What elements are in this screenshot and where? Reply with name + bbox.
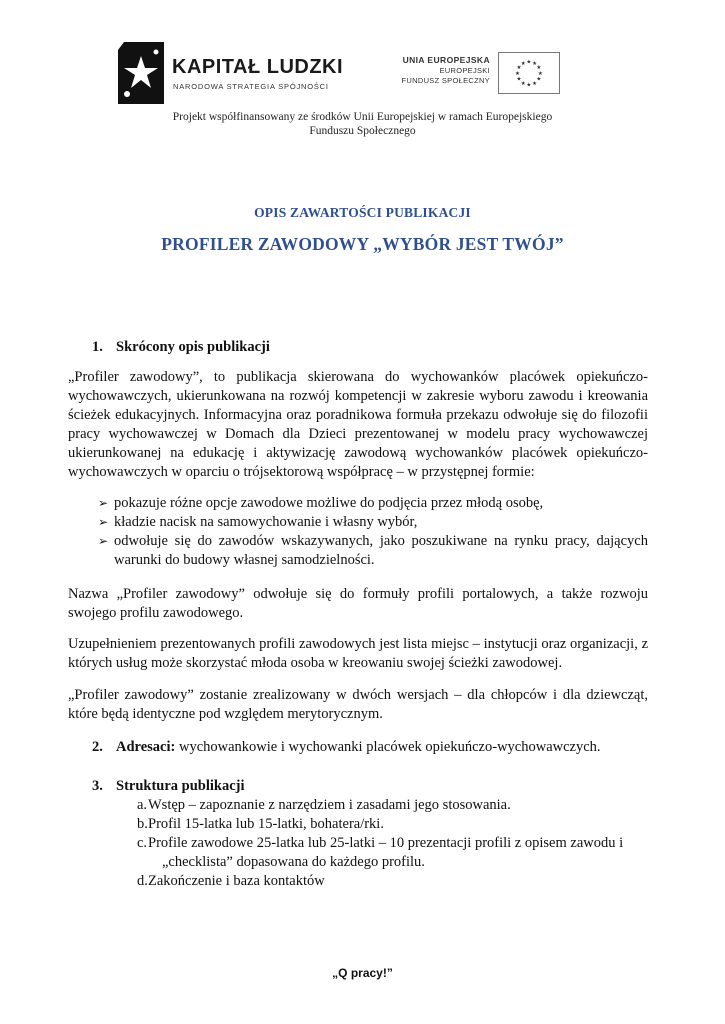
list-letter: b. [137,816,148,832]
eu-star-icon: ★ [520,80,526,87]
list-letter: d. [137,873,148,889]
arrowhead-bullet-icon: ➢ [98,534,109,548]
list-item [137,796,648,815]
arrowhead-bullet-icon: ➢ [98,496,109,510]
eu-logo [392,52,572,100]
kapital-ludzki-subtitle: NARODOWA STRATEGIA SPÓJNOŚCI [173,82,329,91]
section2-heading: Adresaci: [116,739,176,755]
page-footer: „Q pracy!” [332,966,393,980]
eu-star-icon: ★ [516,76,522,83]
cofinancing-note [0,110,725,138]
bullet-text: pokazuje różne opcje zawodowe możliwe do podjęcia przez młodą osobę, [114,495,544,511]
kapital-ludzki-emblem-icon [118,42,164,104]
eu-fund-line1: EUROPEJSKI [439,66,490,75]
section3-heading [92,777,672,796]
section1-paragraph4: „Profiler zawodowy” zostanie zrealizowany w dwóch wersjach – dla chłopców i dla dziewcząt, które będą identyczne pod względem merytorycznym. [68,687,648,722]
section1-heading-text: Skrócony opis publikacji [116,339,270,355]
eu-star-icon: ★ [520,61,526,68]
list-item [98,532,648,570]
eu-title: UNIA EUROPEJSKA [402,55,490,65]
section1-paragraph3: Uzupełnieniem prezentowanych profili zawodowych jest lista miejsc – instytucji oraz organizacji, z których usług może skorzystać młoda osoba w kreowaniu swojej ścieżki zawodowej. [68,636,648,671]
eu-star-icon: ★ [532,61,538,68]
section2-number: 2. [92,739,103,755]
section1-paragraph2: Nazwa „Profiler zawodowy” odwołuje się do formuły profili portalowych, a także rozwoju swojego profilu zawodowego. [68,586,648,621]
eu-star-icon: ★ [516,65,522,72]
section1-heading [92,338,672,357]
eu-logo-text [402,54,490,86]
eu-star-icon: ★ [536,76,542,83]
section3-structure-list [137,796,648,891]
kapital-ludzki-title: KAPITAŁ LUDZKI [172,56,344,78]
eu-fund-line2: FUNDUSZ SPOŁECZNY [401,76,490,85]
list-item-text: Zakończenie i baza kontaktów [148,873,325,889]
eu-star-icon: ★ [537,70,543,77]
eu-star-icon: ★ [536,65,542,72]
list-item [98,494,648,513]
bullet-text: kładzie nacisk na samowychowanie i własny wybór, [114,514,418,530]
eu-star-icon: ★ [526,82,532,89]
section2 [92,738,652,757]
publication-title: PROFILER ZAWODOWY „WYBÓR JEST TWÓJ” [161,234,564,254]
eu-star-icon: ★ [532,80,538,87]
arrowhead-bullet-icon: ➢ [98,515,109,529]
eu-star-icon: ★ [526,59,532,66]
list-item [137,872,648,891]
kapital-ludzki-logo [118,42,378,104]
list-item [137,815,648,834]
list-item-continuation: „checklista” dopasowana do każdego profilu. [162,854,425,870]
list-item [98,513,648,532]
section1-paragraph: „Profiler zawodowy”, to publikacja skierowana do wychowanków placówek opiekuńczo-wychowawczych, ukierunkowana na rozwój kompetencji w zakresie wyboru zawodu i kreowania ścieżek edukacyjnych. Informacyjna oraz poradnikowa formuła przekazu odwołuje się do filozofii pracy wychowawczej w Domach dla Dzieci prezentowanej w modelu pracy wychowawczej ukierunkowanej na edukację i aktywizację zawodową wychowanków placówek opiekuńczo-wychowawczych w oparciu o trójsektorową współpracę – w przystępnej formie: [68,369,648,480]
list-item-text: Profile zawodowe 25-latka lub 25-latki – 10 prezentacji profili z opisem zawodu i [148,835,624,851]
bullet-text: odwołuje się do zawodów wskazywanych, jako poszukiwane na rynku pracy, dających warunki do budowy własnej samodzielności. [114,533,648,568]
list-item-text: Profil 15-latka lub 15-latki, bohatera/rki. [148,816,384,832]
cofinancing-line1: Projekt współfinansowany ze środków Unii Europejskiej w ramach Europejskiego [172,111,553,123]
section1-bullet-list [98,494,648,570]
section3-number: 3. [92,778,103,794]
section1-number: 1. [92,339,103,355]
eu-star-icon: ★ [515,70,521,77]
section3-heading-text: Struktura publikacji [116,778,245,794]
cofinancing-line2: Funduszu Społecznego [309,125,416,137]
list-letter: a. [137,797,148,813]
page-title: OPIS ZAWARTOŚCI PUBLIKACJI [254,205,471,220]
section2-text: wychowankowie i wychowanki placówek opiekuńczo-wychowawczych. [175,739,601,755]
list-item [137,834,648,872]
list-item-text: Wstęp – zapoznanie z narzędziem i zasadami jego stosowania. [148,797,511,813]
eu-flag-icon [498,52,560,94]
list-letter: c. [137,835,148,851]
